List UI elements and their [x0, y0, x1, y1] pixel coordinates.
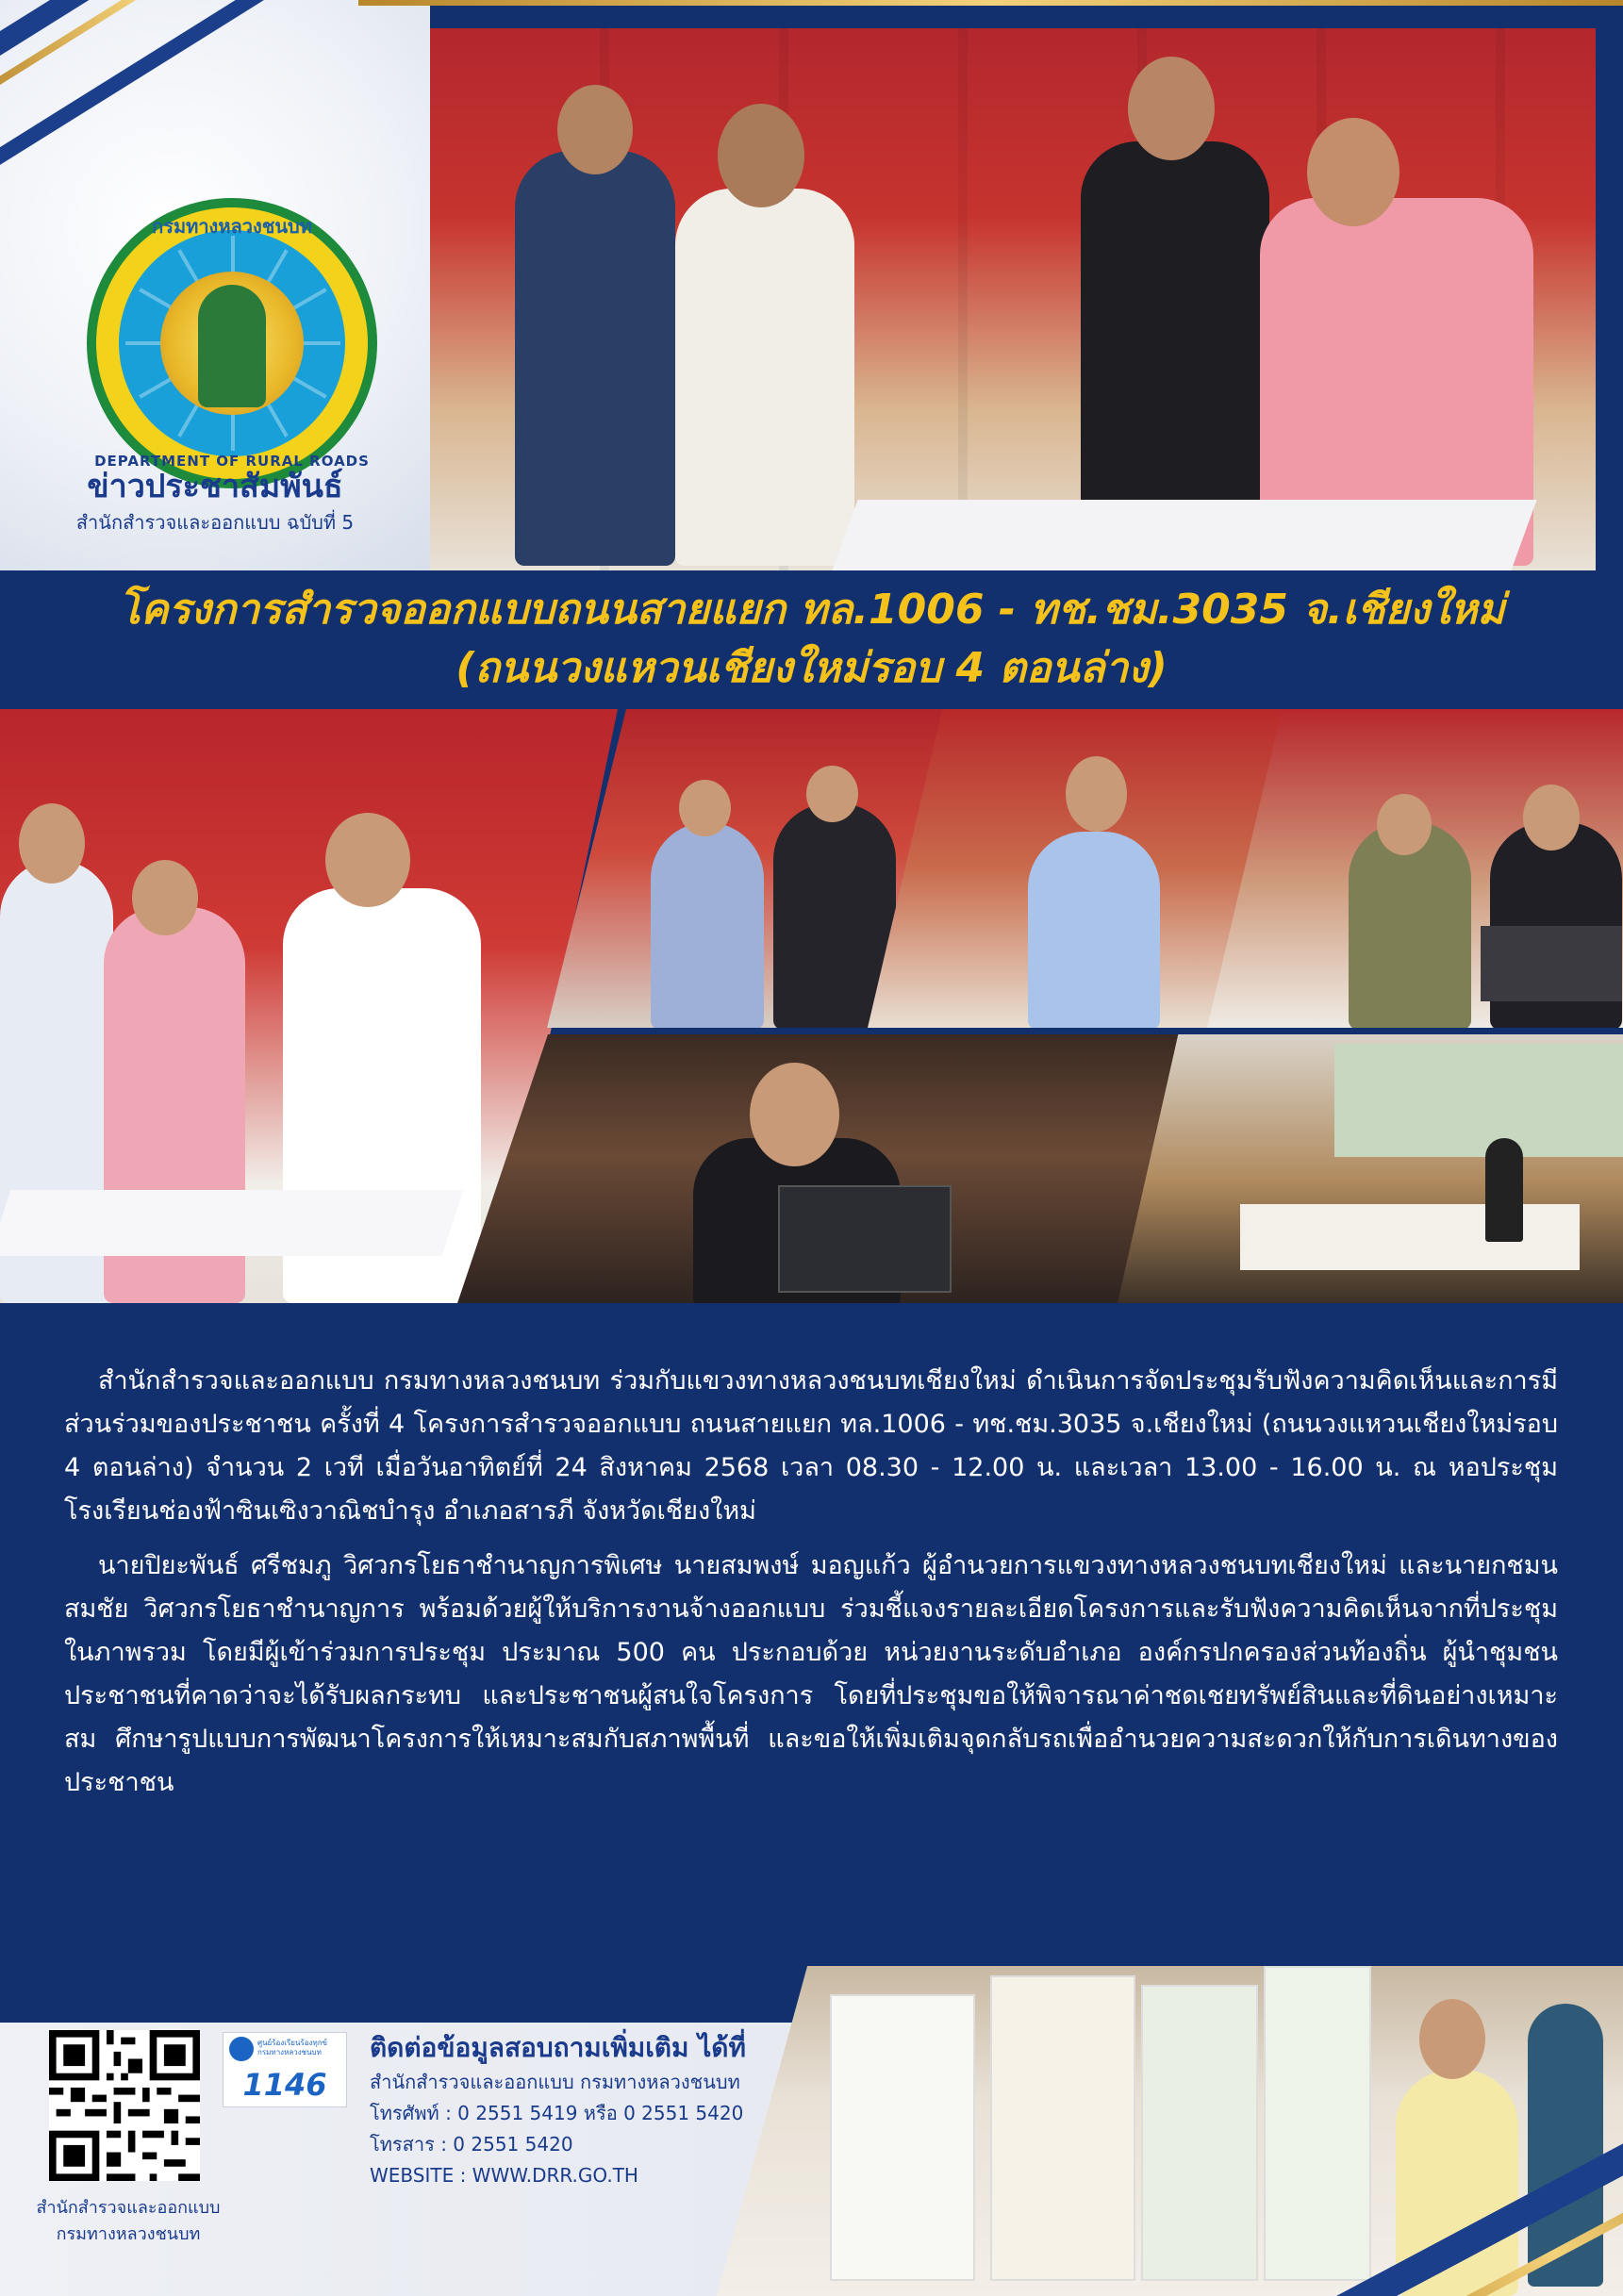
page-title: ข่าวประชาสัมพันธ์ [87, 468, 343, 505]
qr-caption-line-2: กรมทางหลวงชนบท [56, 2224, 201, 2244]
deity-figure-icon [198, 285, 266, 407]
hotline-logo-icon [229, 2037, 254, 2061]
qr-caption-line-1: สำนักสำรวจและออกแบบ [36, 2198, 221, 2218]
decorative-stripe [358, 0, 1623, 6]
article-body [64, 1360, 1558, 1816]
headline-line-1: โครงการสำรวจออกแบบถนนสายแยก ทล.1006 - ทช.ชม.3035 จ.เชียงใหม่ [118, 586, 1505, 634]
footer [0, 1966, 1623, 2296]
contact-website[interactable]: WEBSITE : WWW.DRR.GO.TH [370, 2164, 638, 2187]
qr-code[interactable] [49, 2030, 200, 2181]
header-panel [0, 0, 430, 570]
collage-photo-6 [1118, 1034, 1623, 1303]
department-logo [87, 198, 377, 488]
headline-line-2: (ถนนวงแหวนเชียงใหม่รอบ 4 ตอนล่าง) [455, 644, 1168, 692]
hotline-number: 1146 [242, 2067, 327, 2103]
collage-photo-5 [457, 1034, 1212, 1303]
contact-info [370, 2029, 746, 2191]
qr-code-icon [49, 2030, 200, 2181]
main-photo [430, 28, 1596, 570]
contact-organization: สำนักสำรวจและออกแบบ กรมทางหลวงชนบท [370, 2071, 740, 2093]
qr-caption [19, 2195, 238, 2248]
contact-phone: โทรศัพท์ : 0 2551 5419 หรือ 0 2551 5420 [370, 2102, 744, 2124]
decorative-stripe [0, 0, 361, 174]
hotline-badge [223, 2032, 347, 2107]
page-subtitle: สำนักสำรวจและออกแบบ ฉบับที่ 5 [75, 511, 355, 534]
article-paragraph-1: สำนักสำรวจและออกแบบ กรมทางหลวงชนบท ร่วมกับแขวงทางหลวงชนบทเชียงใหม่ ดำเนินการจัดประชุมรับฟังความคิดเห็นและการมีส่วนร่วมของประชาชน ครั้งที่ 4 โครงการสำรวจออกแบบ ถนนสายแยก ทล.1006 - ทช.ชม.3035 จ.เชียงใหม่ (ถนนวงแหวนเชียงใหม่รอบ 4 ตอนล่าง) จำนวน 2 เวที เมื่อวันอาทิตย์ที่ 24 สิงหาคม 2568 เวลา 08.30 - 12.00 น. และเวลา 13.00 - 16.00 น. ณ หอประชุมโรงเรียนช่องฟ้าซินเซิงวาณิชบำรุง อำเภอสารภี จังหวัดเชียงใหม่ [64, 1366, 1558, 1526]
hotline-caption: ศูนย์ร้องเรียนร้องทุกข์ กรมทางหลวงชนบท [257, 2039, 328, 2056]
contact-fax: โทรสาร : 0 2551 5420 [370, 2133, 573, 2156]
photo-collage [0, 709, 1623, 1303]
header-section [0, 0, 1623, 575]
contact-heading: ติดต่อข้อมูลสอบถามเพิ่มเติม ได้ที่ [370, 2032, 746, 2063]
article-paragraph-2: นายปิยะพันธ์ ศรีชมภู วิศวกรโยธาชำนาญการพิเศษ นายสมพงษ์ มอญแก้ว ผู้อำนวยการแขวงทางหลวงชนบทเชียงใหม่ และนายกชมน สมชัย วิศวกรโยธาชำนาญการ พร้อมด้วยผู้ให้บริการงานจ้างออกแบบ ร่วมชี้แจงรายละเอียดโครงการและรับฟังความคิดเห็นจากที่ประชุมในภาพรวม โดยมีผู้เข้าร่วมการประชุม ประมาณ 500 คน ประกอบด้วย หน่วยงานระดับอำเภอ องค์กรปกครองส่วนท้องถิ่น ผู้นำชุมชน ประชาชนที่คาดว่าจะได้รับผลกระทบ และประชาชนผู้สนใจโครงการ โดยที่ประชุมขอให้พิจารณาค่าชดเชยทรัพย์สินและที่ดินอย่างเหมาะสม ศึกษารูปแบบการพัฒนาโครงการให้เหมาะสมกับสภาพพื้นที่ และขอให้เพิ่มเติมจุดกลับรถเพื่ออำนวยความสะดวกให้กับการเดินทางของประชาชน [64, 1551, 1558, 1797]
headline [0, 573, 1623, 705]
logo-text-thai: กรมทางหลวงชนบท [152, 215, 312, 238]
logo-text-english: DEPARTMENT OF RURAL ROADS [94, 453, 370, 470]
